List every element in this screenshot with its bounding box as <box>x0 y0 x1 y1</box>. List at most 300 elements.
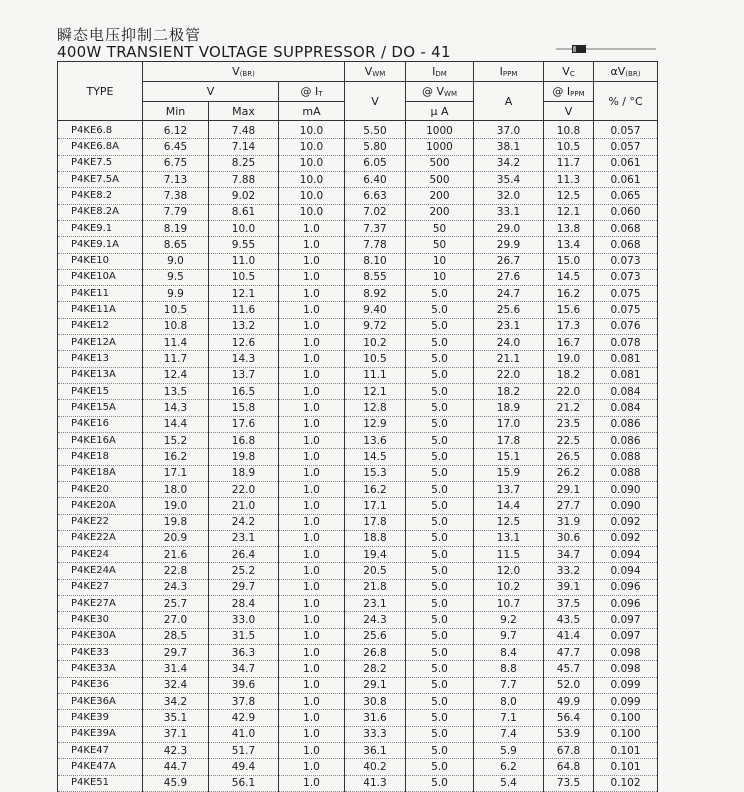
cell-vc: 14.5 <box>544 269 594 285</box>
cell-vwm: 14.5 <box>345 449 406 465</box>
cell-vbr-min: 10.5 <box>143 302 209 318</box>
cell-vbr-max: 21.0 <box>209 498 279 514</box>
cell-ippm: 27.6 <box>474 269 544 285</box>
cell-vbr-max: 51.7 <box>209 742 279 758</box>
cell-vbr-min: 44.7 <box>143 759 209 775</box>
table-row <box>58 775 658 791</box>
cell-type: P4KE6.8 <box>58 121 143 139</box>
cell-vbr-max: 36.3 <box>209 645 279 661</box>
cell-type: P4KE7.5A <box>58 171 143 187</box>
cell-idm: 5.0 <box>406 563 474 579</box>
cell-vwm: 29.1 <box>345 677 406 693</box>
cell-vwm: 17.1 <box>345 498 406 514</box>
cell-ippm: 5.9 <box>474 742 544 758</box>
table-row <box>58 121 658 139</box>
cell-vc: 34.7 <box>544 547 594 563</box>
cell-it: 1.0 <box>279 449 345 465</box>
cell-ippm: 37.0 <box>474 121 544 139</box>
cell-vc: 27.7 <box>544 498 594 514</box>
cell-vwm: 9.40 <box>345 302 406 318</box>
cell-type: P4KE10A <box>58 269 143 285</box>
cell-vc: 45.7 <box>544 661 594 677</box>
table-row <box>58 710 658 726</box>
table-body <box>58 121 658 792</box>
cell-alpha: 0.098 <box>594 661 658 677</box>
cell-idm: 5.0 <box>406 530 474 546</box>
cell-vc: 13.8 <box>544 220 594 236</box>
cell-alpha: 0.065 <box>594 188 658 204</box>
cell-idm: 500 <box>406 171 474 187</box>
cell-vwm: 33.3 <box>345 726 406 742</box>
cell-idm: 5.0 <box>406 693 474 709</box>
header-max: Max <box>209 102 279 121</box>
cell-it: 10.0 <box>279 204 345 220</box>
cell-alpha: 0.096 <box>594 596 658 612</box>
cell-idm: 10 <box>406 269 474 285</box>
cell-vbr-max: 7.88 <box>209 171 279 187</box>
table-row <box>58 237 658 253</box>
cell-it: 1.0 <box>279 286 345 302</box>
cell-vwm: 28.2 <box>345 661 406 677</box>
cell-vwm: 18.8 <box>345 530 406 546</box>
cell-vbr-min: 7.38 <box>143 188 209 204</box>
cell-it: 1.0 <box>279 726 345 742</box>
cell-vbr-max: 12.6 <box>209 335 279 351</box>
cell-idm: 5.0 <box>406 449 474 465</box>
cell-vbr-min: 15.2 <box>143 432 209 448</box>
cell-vbr-min: 31.4 <box>143 661 209 677</box>
cell-ippm: 7.1 <box>474 710 544 726</box>
cell-type: P4KE13 <box>58 351 143 367</box>
cell-vc: 47.7 <box>544 645 594 661</box>
header-v: V <box>143 82 279 102</box>
header-at-ippm: @ IPPM <box>544 82 594 102</box>
cell-vbr-min: 11.7 <box>143 351 209 367</box>
cell-type: P4KE22 <box>58 514 143 530</box>
cell-ippm: 15.1 <box>474 449 544 465</box>
cell-ippm: 9.7 <box>474 628 544 644</box>
table-row <box>58 693 658 709</box>
header-vwm: VWM <box>345 62 406 82</box>
cell-idm: 5.0 <box>406 514 474 530</box>
cell-vbr-min: 6.75 <box>143 155 209 171</box>
cell-alpha: 0.075 <box>594 286 658 302</box>
header-vc: VC <box>544 62 594 82</box>
cell-idm: 5.0 <box>406 726 474 742</box>
cell-ippm: 13.7 <box>474 481 544 497</box>
cell-vbr-max: 18.9 <box>209 465 279 481</box>
cell-idm: 5.0 <box>406 710 474 726</box>
table-row <box>58 481 658 497</box>
cell-vbr-max: 29.7 <box>209 579 279 595</box>
cell-vc: 53.9 <box>544 726 594 742</box>
cell-vc: 41.4 <box>544 628 594 644</box>
cell-alpha: 0.097 <box>594 612 658 628</box>
cell-idm: 5.0 <box>406 579 474 595</box>
cell-alpha: 0.100 <box>594 726 658 742</box>
cell-ippm: 15.9 <box>474 465 544 481</box>
cell-type: P4KE30 <box>58 612 143 628</box>
table-row <box>58 253 658 269</box>
cell-vwm: 7.37 <box>345 220 406 236</box>
cell-vc: 17.3 <box>544 318 594 334</box>
cell-vbr-max: 16.8 <box>209 432 279 448</box>
table-row <box>58 155 658 171</box>
cell-idm: 10 <box>406 253 474 269</box>
cell-idm: 5.0 <box>406 367 474 383</box>
cell-vwm: 12.1 <box>345 384 406 400</box>
cell-vbr-max: 17.6 <box>209 416 279 432</box>
cell-vbr-max: 23.1 <box>209 530 279 546</box>
cell-vc: 43.5 <box>544 612 594 628</box>
cell-vwm: 6.40 <box>345 171 406 187</box>
cell-alpha: 0.068 <box>594 237 658 253</box>
table-row <box>58 171 658 187</box>
table-row <box>58 530 658 546</box>
cell-vbr-min: 13.5 <box>143 384 209 400</box>
cell-idm: 5.0 <box>406 612 474 628</box>
cell-vbr-min: 19.8 <box>143 514 209 530</box>
cell-ippm: 17.8 <box>474 432 544 448</box>
cell-type: P4KE16 <box>58 416 143 432</box>
cell-vbr-max: 15.8 <box>209 400 279 416</box>
cell-vwm: 9.72 <box>345 318 406 334</box>
cell-ippm: 7.4 <box>474 726 544 742</box>
cell-idm: 200 <box>406 204 474 220</box>
cell-type: P4KE8.2A <box>58 204 143 220</box>
cell-it: 10.0 <box>279 171 345 187</box>
cell-alpha: 0.073 <box>594 269 658 285</box>
cell-it: 1.0 <box>279 465 345 481</box>
cell-type: P4KE24A <box>58 563 143 579</box>
header-unit-a: A <box>474 82 544 121</box>
cell-vc: 33.2 <box>544 563 594 579</box>
cell-type: P4KE11 <box>58 286 143 302</box>
cell-ippm: 10.2 <box>474 579 544 595</box>
cell-vwm: 10.2 <box>345 335 406 351</box>
cell-vwm: 8.10 <box>345 253 406 269</box>
cell-type: P4KE18 <box>58 449 143 465</box>
table-row <box>58 318 658 334</box>
cell-vwm: 7.02 <box>345 204 406 220</box>
cell-ippm: 14.4 <box>474 498 544 514</box>
cell-vwm: 15.3 <box>345 465 406 481</box>
cell-vbr-max: 19.8 <box>209 449 279 465</box>
cell-it: 1.0 <box>279 579 345 595</box>
cell-vbr-min: 14.3 <box>143 400 209 416</box>
cell-idm: 5.0 <box>406 547 474 563</box>
cell-it: 1.0 <box>279 253 345 269</box>
cell-ippm: 13.1 <box>474 530 544 546</box>
cell-vc: 11.7 <box>544 155 594 171</box>
table-row <box>58 269 658 285</box>
cell-ippm: 6.2 <box>474 759 544 775</box>
table-row <box>58 204 658 220</box>
cell-vwm: 17.8 <box>345 514 406 530</box>
cell-idm: 5.0 <box>406 302 474 318</box>
cell-idm: 5.0 <box>406 498 474 514</box>
cell-vbr-min: 35.1 <box>143 710 209 726</box>
cell-idm: 1000 <box>406 139 474 155</box>
cell-alpha: 0.061 <box>594 171 658 187</box>
cell-vbr-min: 45.9 <box>143 775 209 791</box>
cell-vbr-max: 8.25 <box>209 155 279 171</box>
cell-idm: 5.0 <box>406 661 474 677</box>
cell-vbr-min: 8.19 <box>143 220 209 236</box>
cell-type: P4KE13A <box>58 367 143 383</box>
cell-idm: 1000 <box>406 121 474 139</box>
cell-vbr-max: 9.02 <box>209 188 279 204</box>
cell-it: 10.0 <box>279 188 345 204</box>
cell-it: 1.0 <box>279 498 345 514</box>
cell-vbr-min: 18.0 <box>143 481 209 497</box>
cell-vc: 15.0 <box>544 253 594 269</box>
cell-vc: 12.1 <box>544 204 594 220</box>
header-idm: IDM <box>406 62 474 82</box>
cell-ippm: 26.7 <box>474 253 544 269</box>
cell-vc: 12.5 <box>544 188 594 204</box>
cell-ippm: 9.2 <box>474 612 544 628</box>
header-min: Min <box>143 102 209 121</box>
cell-alpha: 0.092 <box>594 514 658 530</box>
cell-it: 1.0 <box>279 335 345 351</box>
cell-idm: 50 <box>406 220 474 236</box>
cell-vbr-max: 26.4 <box>209 547 279 563</box>
cell-vwm: 5.50 <box>345 121 406 139</box>
cell-type: P4KE27 <box>58 579 143 595</box>
cell-idm: 500 <box>406 155 474 171</box>
cell-alpha: 0.061 <box>594 155 658 171</box>
table-row <box>58 220 658 236</box>
cell-idm: 5.0 <box>406 465 474 481</box>
cell-type: P4KE10 <box>58 253 143 269</box>
cell-ippm: 18.2 <box>474 384 544 400</box>
cell-vc: 21.2 <box>544 400 594 416</box>
table-row <box>58 286 658 302</box>
cell-it: 1.0 <box>279 432 345 448</box>
table-row <box>58 188 658 204</box>
cell-vbr-min: 20.9 <box>143 530 209 546</box>
cell-ippm: 21.1 <box>474 351 544 367</box>
cell-it: 1.0 <box>279 416 345 432</box>
cell-alpha: 0.088 <box>594 449 658 465</box>
cell-vbr-max: 33.0 <box>209 612 279 628</box>
cell-vbr-max: 25.2 <box>209 563 279 579</box>
cell-type: P4KE51 <box>58 775 143 791</box>
cell-vwm: 31.6 <box>345 710 406 726</box>
cell-vwm: 36.1 <box>345 742 406 758</box>
cell-idm: 5.0 <box>406 335 474 351</box>
cell-type: P4KE8.2 <box>58 188 143 204</box>
header-type: TYPE <box>58 62 143 121</box>
cell-it: 1.0 <box>279 367 345 383</box>
cell-vwm: 13.6 <box>345 432 406 448</box>
cell-it: 1.0 <box>279 530 345 546</box>
cell-vwm: 6.63 <box>345 188 406 204</box>
cell-it: 1.0 <box>279 775 345 791</box>
cell-vc: 56.4 <box>544 710 594 726</box>
cell-ippm: 24.7 <box>474 286 544 302</box>
cell-type: P4KE39 <box>58 710 143 726</box>
cell-vbr-max: 42.9 <box>209 710 279 726</box>
cell-ippm: 5.4 <box>474 775 544 791</box>
cell-vbr-min: 16.2 <box>143 449 209 465</box>
cell-vwm: 23.1 <box>345 596 406 612</box>
table-row <box>58 139 658 155</box>
cell-type: P4KE15A <box>58 400 143 416</box>
cell-vc: 52.0 <box>544 677 594 693</box>
cell-alpha: 0.078 <box>594 335 658 351</box>
cell-type: P4KE36A <box>58 693 143 709</box>
table-row <box>58 547 658 563</box>
cell-ippm: 12.5 <box>474 514 544 530</box>
table-row <box>58 384 658 400</box>
cell-vwm: 19.4 <box>345 547 406 563</box>
cell-vbr-min: 17.1 <box>143 465 209 481</box>
header-ippm: IPPM <box>474 62 544 82</box>
cell-idm: 5.0 <box>406 351 474 367</box>
cell-ippm: 33.1 <box>474 204 544 220</box>
cell-alpha: 0.090 <box>594 481 658 497</box>
cell-vwm: 24.3 <box>345 612 406 628</box>
header-unit-pct: % / °C <box>594 82 658 121</box>
cell-vbr-min: 37.1 <box>143 726 209 742</box>
cell-alpha: 0.081 <box>594 367 658 383</box>
cell-vbr-min: 7.13 <box>143 171 209 187</box>
cell-vc: 22.5 <box>544 432 594 448</box>
cell-ippm: 18.9 <box>474 400 544 416</box>
cell-vwm: 6.05 <box>345 155 406 171</box>
table-row <box>58 742 658 758</box>
cell-alpha: 0.084 <box>594 384 658 400</box>
cell-alpha: 0.057 <box>594 121 658 139</box>
page-title-english: 400W TRANSIENT VOLTAGE SUPPRESSOR / DO - 41 <box>57 43 451 61</box>
cell-ippm: 29.9 <box>474 237 544 253</box>
cell-vbr-min: 25.7 <box>143 596 209 612</box>
cell-idm: 5.0 <box>406 775 474 791</box>
table-row <box>58 335 658 351</box>
diode-symbol-icon <box>556 44 656 54</box>
cell-vbr-min: 9.0 <box>143 253 209 269</box>
cell-type: P4KE47A <box>58 759 143 775</box>
cell-vbr-max: 41.0 <box>209 726 279 742</box>
cell-type: P4KE6.8A <box>58 139 143 155</box>
table-row <box>58 400 658 416</box>
cell-vc: 64.8 <box>544 759 594 775</box>
cell-vc: 39.1 <box>544 579 594 595</box>
cell-type: P4KE33 <box>58 645 143 661</box>
cell-alpha: 0.099 <box>594 693 658 709</box>
cell-it: 1.0 <box>279 677 345 693</box>
cell-vc: 31.9 <box>544 514 594 530</box>
cell-vwm: 8.92 <box>345 286 406 302</box>
cell-vbr-max: 13.7 <box>209 367 279 383</box>
cell-vbr-min: 8.65 <box>143 237 209 253</box>
cell-type: P4KE9.1 <box>58 220 143 236</box>
cell-type: P4KE7.5 <box>58 155 143 171</box>
cell-type: P4KE24 <box>58 547 143 563</box>
cell-vc: 49.9 <box>544 693 594 709</box>
cell-idm: 5.0 <box>406 400 474 416</box>
cell-alpha: 0.100 <box>594 710 658 726</box>
cell-vc: 13.4 <box>544 237 594 253</box>
cell-type: P4KE47 <box>58 742 143 758</box>
cell-alpha: 0.081 <box>594 351 658 367</box>
cell-ippm: 10.7 <box>474 596 544 612</box>
cell-vc: 10.5 <box>544 139 594 155</box>
cell-vbr-min: 9.9 <box>143 286 209 302</box>
cell-idm: 5.0 <box>406 628 474 644</box>
cell-alpha: 0.076 <box>594 318 658 334</box>
cell-vwm: 20.5 <box>345 563 406 579</box>
cell-vc: 11.3 <box>544 171 594 187</box>
cell-vbr-min: 14.4 <box>143 416 209 432</box>
cell-ippm: 32.0 <box>474 188 544 204</box>
header-at-vwm: @ VWM <box>406 82 474 102</box>
cell-vbr-min: 42.3 <box>143 742 209 758</box>
header-unit-v2: V <box>544 102 594 121</box>
header-unit-v: V <box>345 82 406 121</box>
cell-it: 1.0 <box>279 596 345 612</box>
cell-it: 1.0 <box>279 302 345 318</box>
cell-alpha: 0.075 <box>594 302 658 318</box>
cell-vwm: 21.8 <box>345 579 406 595</box>
cell-it: 1.0 <box>279 612 345 628</box>
cell-vc: 19.0 <box>544 351 594 367</box>
table-row <box>58 351 658 367</box>
cell-type: P4KE20A <box>58 498 143 514</box>
cell-ippm: 12.0 <box>474 563 544 579</box>
table-row <box>58 645 658 661</box>
cell-idm: 5.0 <box>406 286 474 302</box>
cell-vbr-max: 14.3 <box>209 351 279 367</box>
cell-vc: 15.6 <box>544 302 594 318</box>
cell-it: 1.0 <box>279 351 345 367</box>
cell-it: 1.0 <box>279 269 345 285</box>
cell-vc: 29.1 <box>544 481 594 497</box>
cell-idm: 5.0 <box>406 384 474 400</box>
cell-it: 1.0 <box>279 220 345 236</box>
table-row <box>58 465 658 481</box>
cell-it: 10.0 <box>279 121 345 139</box>
cell-it: 1.0 <box>279 318 345 334</box>
cell-vbr-max: 31.5 <box>209 628 279 644</box>
cell-vwm: 30.8 <box>345 693 406 709</box>
cell-ippm: 25.6 <box>474 302 544 318</box>
cell-vbr-max: 7.48 <box>209 121 279 139</box>
cell-type: P4KE33A <box>58 661 143 677</box>
cell-vc: 23.5 <box>544 416 594 432</box>
cell-vc: 18.2 <box>544 367 594 383</box>
cell-it: 1.0 <box>279 547 345 563</box>
cell-alpha: 0.084 <box>594 400 658 416</box>
cell-alpha: 0.092 <box>594 530 658 546</box>
cell-it: 1.0 <box>279 237 345 253</box>
cell-it: 1.0 <box>279 742 345 758</box>
cell-it: 1.0 <box>279 563 345 579</box>
cell-vc: 26.2 <box>544 465 594 481</box>
cell-vc: 30.6 <box>544 530 594 546</box>
cell-type: P4KE12 <box>58 318 143 334</box>
cell-alpha: 0.098 <box>594 645 658 661</box>
cell-alpha: 0.096 <box>594 579 658 595</box>
cell-vbr-max: 10.5 <box>209 269 279 285</box>
cell-ippm: 17.0 <box>474 416 544 432</box>
cell-alpha: 0.097 <box>594 628 658 644</box>
cell-vbr-max: 34.7 <box>209 661 279 677</box>
table-row <box>58 677 658 693</box>
cell-vbr-min: 11.4 <box>143 335 209 351</box>
